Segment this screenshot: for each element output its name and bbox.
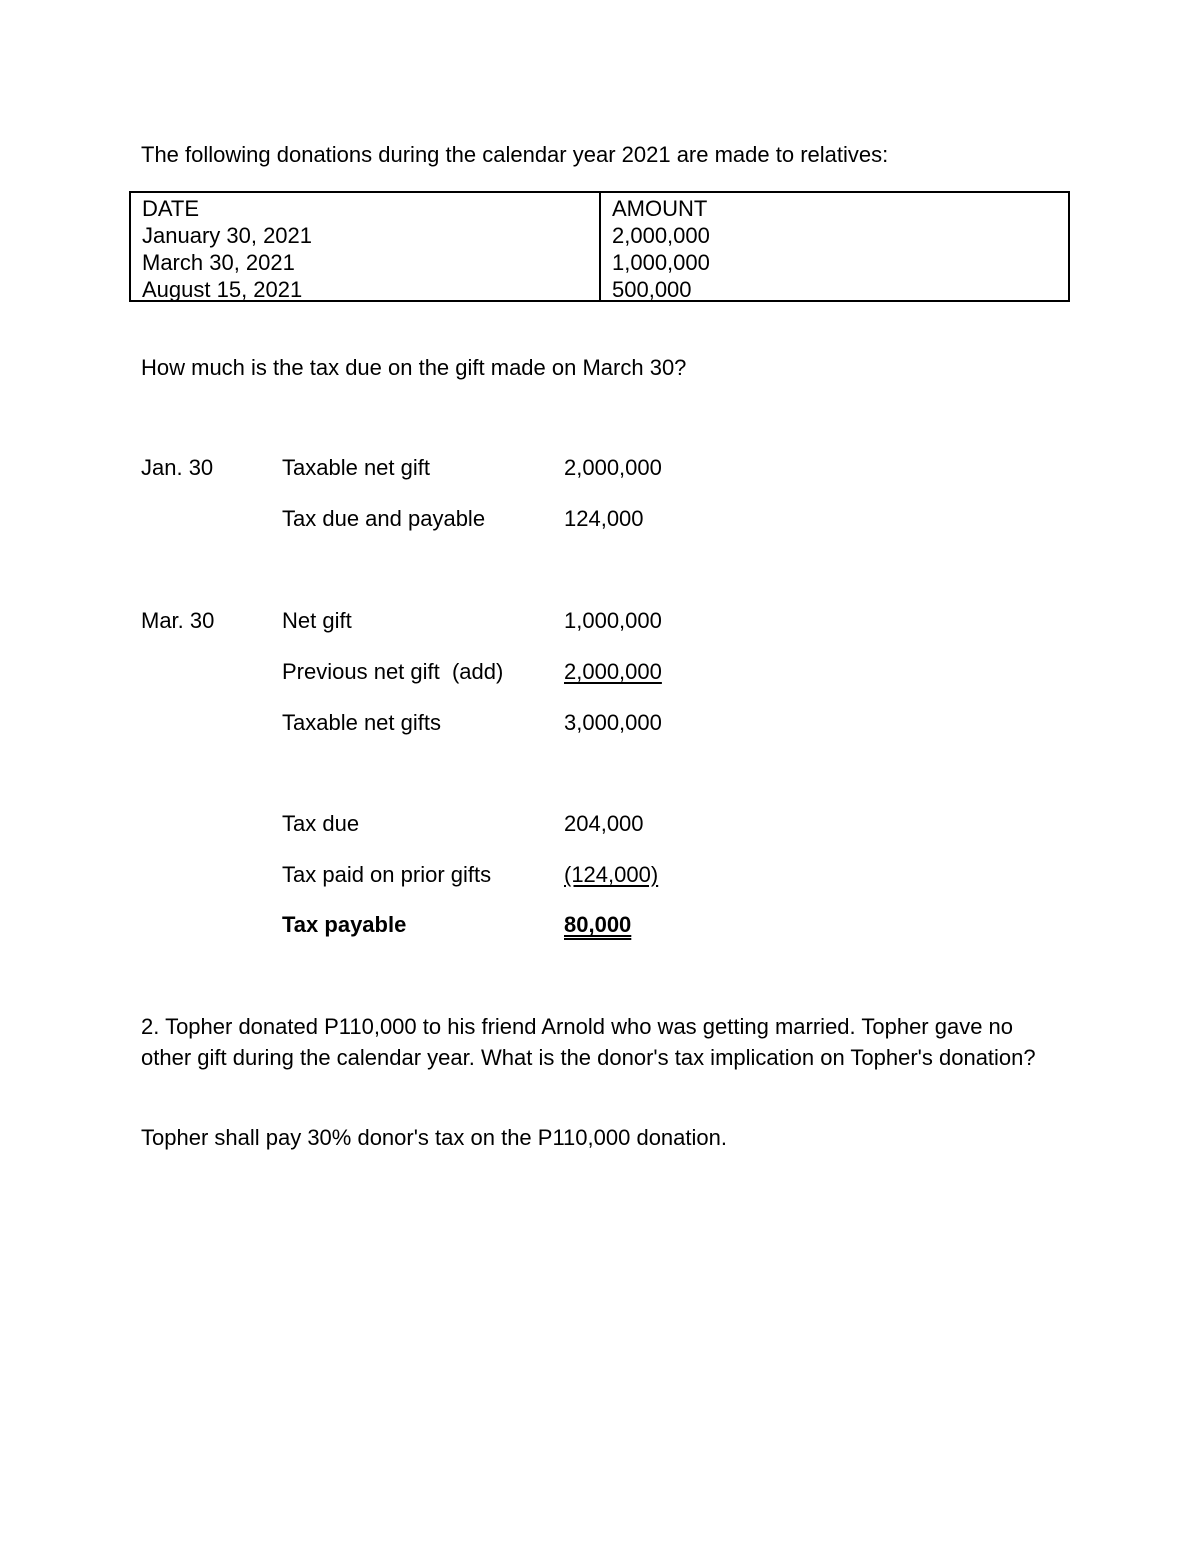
jan-tax-value: 124,000 [564, 506, 644, 531]
question-1: How much is the tax due on the gift made on March 30? [141, 355, 687, 380]
mar-taxpaid-value: (124,000) [564, 862, 659, 887]
amount-cell: 500,000 [612, 277, 692, 302]
amount-cell: 1,000,000 [612, 250, 710, 275]
answer-2: Topher shall pay 30% donor's tax on the P110,000 donation. [141, 1125, 727, 1150]
jan-date: Jan. 30 [141, 455, 214, 480]
date-cell: March 30, 2021 [142, 250, 295, 275]
mar-payable-value: 80,000 [564, 912, 632, 937]
mar-taxdue-label: Tax due [282, 811, 360, 836]
amount-header: AMOUNT [612, 196, 708, 221]
mar-taxable-label: Taxable net gifts [282, 710, 441, 735]
mar-prev-value: 2,000,000 [564, 659, 662, 684]
date-cell: January 30, 2021 [142, 223, 313, 248]
mar-date: Mar. 30 [141, 608, 215, 633]
date-header: DATE [142, 196, 200, 221]
mar-payable-label: Tax payable [282, 912, 407, 937]
date-column [131, 193, 601, 300]
mar-net-label: Net gift [282, 608, 352, 633]
date-cell: August 15, 2021 [142, 277, 303, 302]
jan-taxable-value: 2,000,000 [564, 455, 662, 480]
mar-net-value: 1,000,000 [564, 608, 662, 633]
donations-table [129, 191, 1070, 302]
mar-prev-label: Previous net gift (add) [282, 659, 504, 684]
mar-taxpaid-label: Tax paid on prior gifts [282, 862, 492, 887]
intro-text: The following donations during the calendar year 2021 are made to relatives: [141, 142, 889, 167]
mar-taxdue-value: 204,000 [564, 811, 644, 836]
mar-taxable-value: 3,000,000 [564, 710, 662, 735]
amount-column [601, 193, 1068, 300]
jan-tax-label: Tax due and payable [282, 506, 486, 531]
question-2: 2. Topher donated P110,000 to his friend Arnold who was getting married. Topher gave no other gift during the calendar year. What is the donor's tax implication on Topher's donation? [141, 1014, 1036, 1070]
amount-cell: 2,000,000 [612, 223, 710, 248]
jan-taxable-label: Taxable net gift [282, 455, 430, 480]
